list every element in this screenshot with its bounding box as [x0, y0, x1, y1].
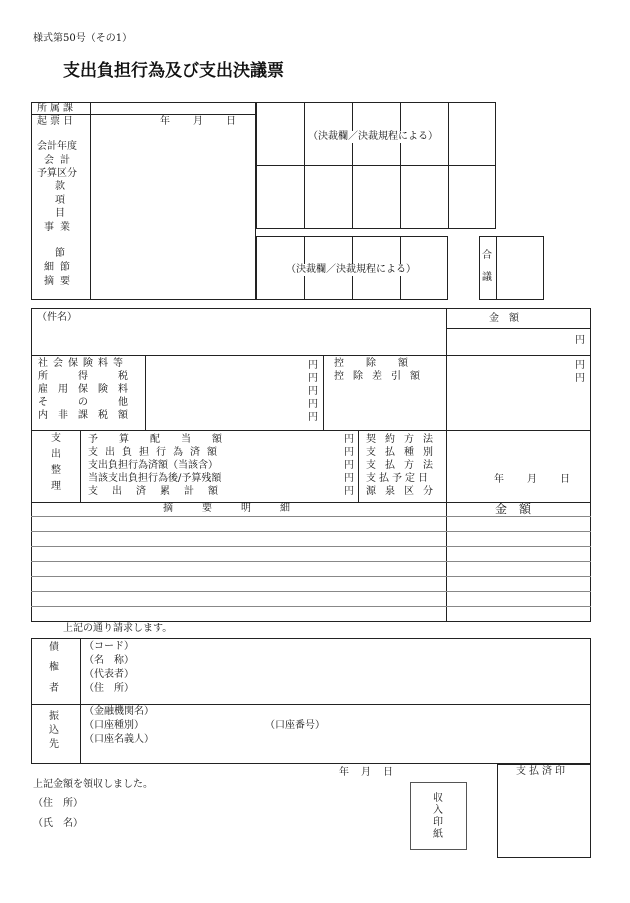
form-id: 様式第50号（その1）	[33, 33, 133, 44]
kihyobi-day: 日	[226, 116, 236, 127]
koza-meigi: （口座名義人）	[84, 734, 154, 745]
seiri-yosan-haito: 予算配当額	[88, 434, 243, 445]
moku-label: 目	[55, 208, 65, 219]
inshi-char-2: 入	[433, 805, 443, 816]
keiyaku-hoho: 契約方法	[366, 434, 442, 445]
deduction-yen-3: 円	[308, 399, 318, 410]
kaikei-label: 会計	[44, 155, 76, 166]
seiri-year: 年	[494, 474, 504, 485]
saikensha-name: （名 称）	[84, 655, 134, 666]
deduction-yen-4: 円	[308, 412, 318, 423]
shiharai-hoho: 支払方法	[366, 460, 442, 471]
seiri-futan-zumi-toga: 支出負担行為済額（当該含）	[88, 460, 218, 471]
meisai-kingaku-header: 金 額	[495, 502, 532, 516]
koza-shubetsu: （口座種別）	[84, 720, 144, 731]
kihyobi-month: 月	[193, 116, 203, 127]
tekiyo-label: 摘要	[44, 276, 76, 287]
kingaku-header: 金 額	[489, 313, 519, 324]
shiharai-shubetsu: 支払種別	[366, 447, 442, 458]
deduction-shotokuzei: 所得税	[38, 371, 158, 382]
kojo-sashihiki-label: 控除差引額	[334, 371, 429, 382]
seiri-day: 日	[560, 474, 570, 485]
receipt-shimei: （氏 名）	[33, 818, 83, 829]
deduction-yen-1: 円	[308, 373, 318, 384]
kingaku-yen: 円	[575, 335, 585, 346]
ko-label: 項	[55, 195, 65, 206]
seiri-month: 月	[527, 474, 537, 485]
seikyu-text: 上記の通り請求します。	[63, 623, 173, 634]
furikomi-char-1: 振	[49, 711, 59, 722]
saikensha-char-3: 者	[49, 683, 59, 694]
yosan-kubun-label: 予算区分	[37, 168, 77, 179]
furikomi-char-3: 先	[49, 739, 59, 750]
receipt-month: 月	[361, 767, 371, 778]
deduction-yen-2: 円	[308, 386, 318, 397]
seiri-yen-4: 円	[344, 486, 354, 497]
furikomi-char-2: 込	[49, 725, 59, 736]
deduction-koyo-hoken: 雇用保険料	[38, 384, 138, 395]
gougi-box	[479, 236, 544, 300]
seiri-yen-2: 円	[344, 460, 354, 471]
approval-bottom-note: （決裁欄／決裁規程による）	[286, 264, 416, 275]
form-title: 支出負担行為及び支出決議票	[63, 61, 284, 81]
koza-bango: （口座番号）	[265, 720, 325, 731]
kaikei-nendo-label: 会計年度	[37, 141, 77, 152]
seiri-char-2: 出	[51, 449, 61, 460]
deduction-shakai-hoken: 社会保険料等	[38, 358, 128, 369]
inshi-char-4: 紙	[433, 829, 443, 840]
seiri-ruikei: 支出済累計額	[88, 486, 232, 497]
gensen-kubun: 源泉区分	[366, 486, 442, 497]
gougi-char-2: 議	[482, 272, 492, 283]
inshi-char-1: 収	[433, 793, 443, 804]
approval-top-note: （決裁欄／決裁規程による）	[308, 131, 438, 142]
deduction-yen-0: 円	[308, 360, 318, 371]
kojo-yen-0: 円	[575, 360, 585, 371]
seiri-char-4: 理	[51, 481, 61, 492]
receipt-year: 年	[339, 767, 349, 778]
tekiyo-meisai-header: 摘要明細	[163, 503, 319, 514]
saisetsu-label: 細節	[44, 262, 76, 273]
saikensha-daihyo: （代表者）	[84, 669, 134, 680]
seiri-yen-3: 円	[344, 473, 354, 484]
kojo-yen-1: 円	[575, 373, 585, 384]
seiri-zan-gaku: 当該支出負担行為後/予算残額	[88, 473, 222, 484]
seiri-yen-0: 円	[344, 434, 354, 445]
shiharai-zumi-box	[497, 764, 591, 858]
deduction-sonota: その他	[38, 397, 158, 408]
saikensha-char-1: 債	[49, 642, 59, 653]
saikensha-jusho: （住 所）	[84, 683, 134, 694]
seiri-char-1: 支	[51, 433, 61, 444]
kan-label: 款	[55, 181, 65, 192]
saikensha-code: （コード）	[84, 641, 134, 652]
kinyu-kikan: （金融機関名）	[84, 706, 154, 717]
kihyobi-year: 年	[160, 116, 170, 127]
gougi-char-1: 合	[482, 250, 492, 261]
saikensha-char-2: 権	[49, 662, 59, 673]
shiharai-yotei-bi: 支払予定日	[366, 473, 431, 484]
shiharai-zumi-label: 支払済印	[516, 766, 568, 777]
deduction-hikazei: 内非課税額	[38, 410, 138, 421]
receipt-text: 上記金額を領収しました。	[33, 779, 153, 790]
jigyo-label: 事業	[44, 222, 76, 233]
kihyobi-label: 起票日	[37, 116, 76, 127]
inshi-char-3: 印	[433, 817, 443, 828]
kojo-gaku-label: 控除額	[334, 358, 430, 369]
receipt-jusho: （住 所）	[33, 798, 83, 809]
receipt-day: 日	[383, 767, 393, 778]
seiri-yen-1: 円	[344, 447, 354, 458]
kenmei-label: （件名）	[37, 312, 77, 323]
setsu-label: 節	[55, 248, 65, 259]
seiri-futan-zumi: 支出負担行為済額	[88, 447, 224, 458]
seiri-char-3: 整	[51, 465, 61, 476]
shozoku-label: 所属課	[37, 103, 76, 114]
